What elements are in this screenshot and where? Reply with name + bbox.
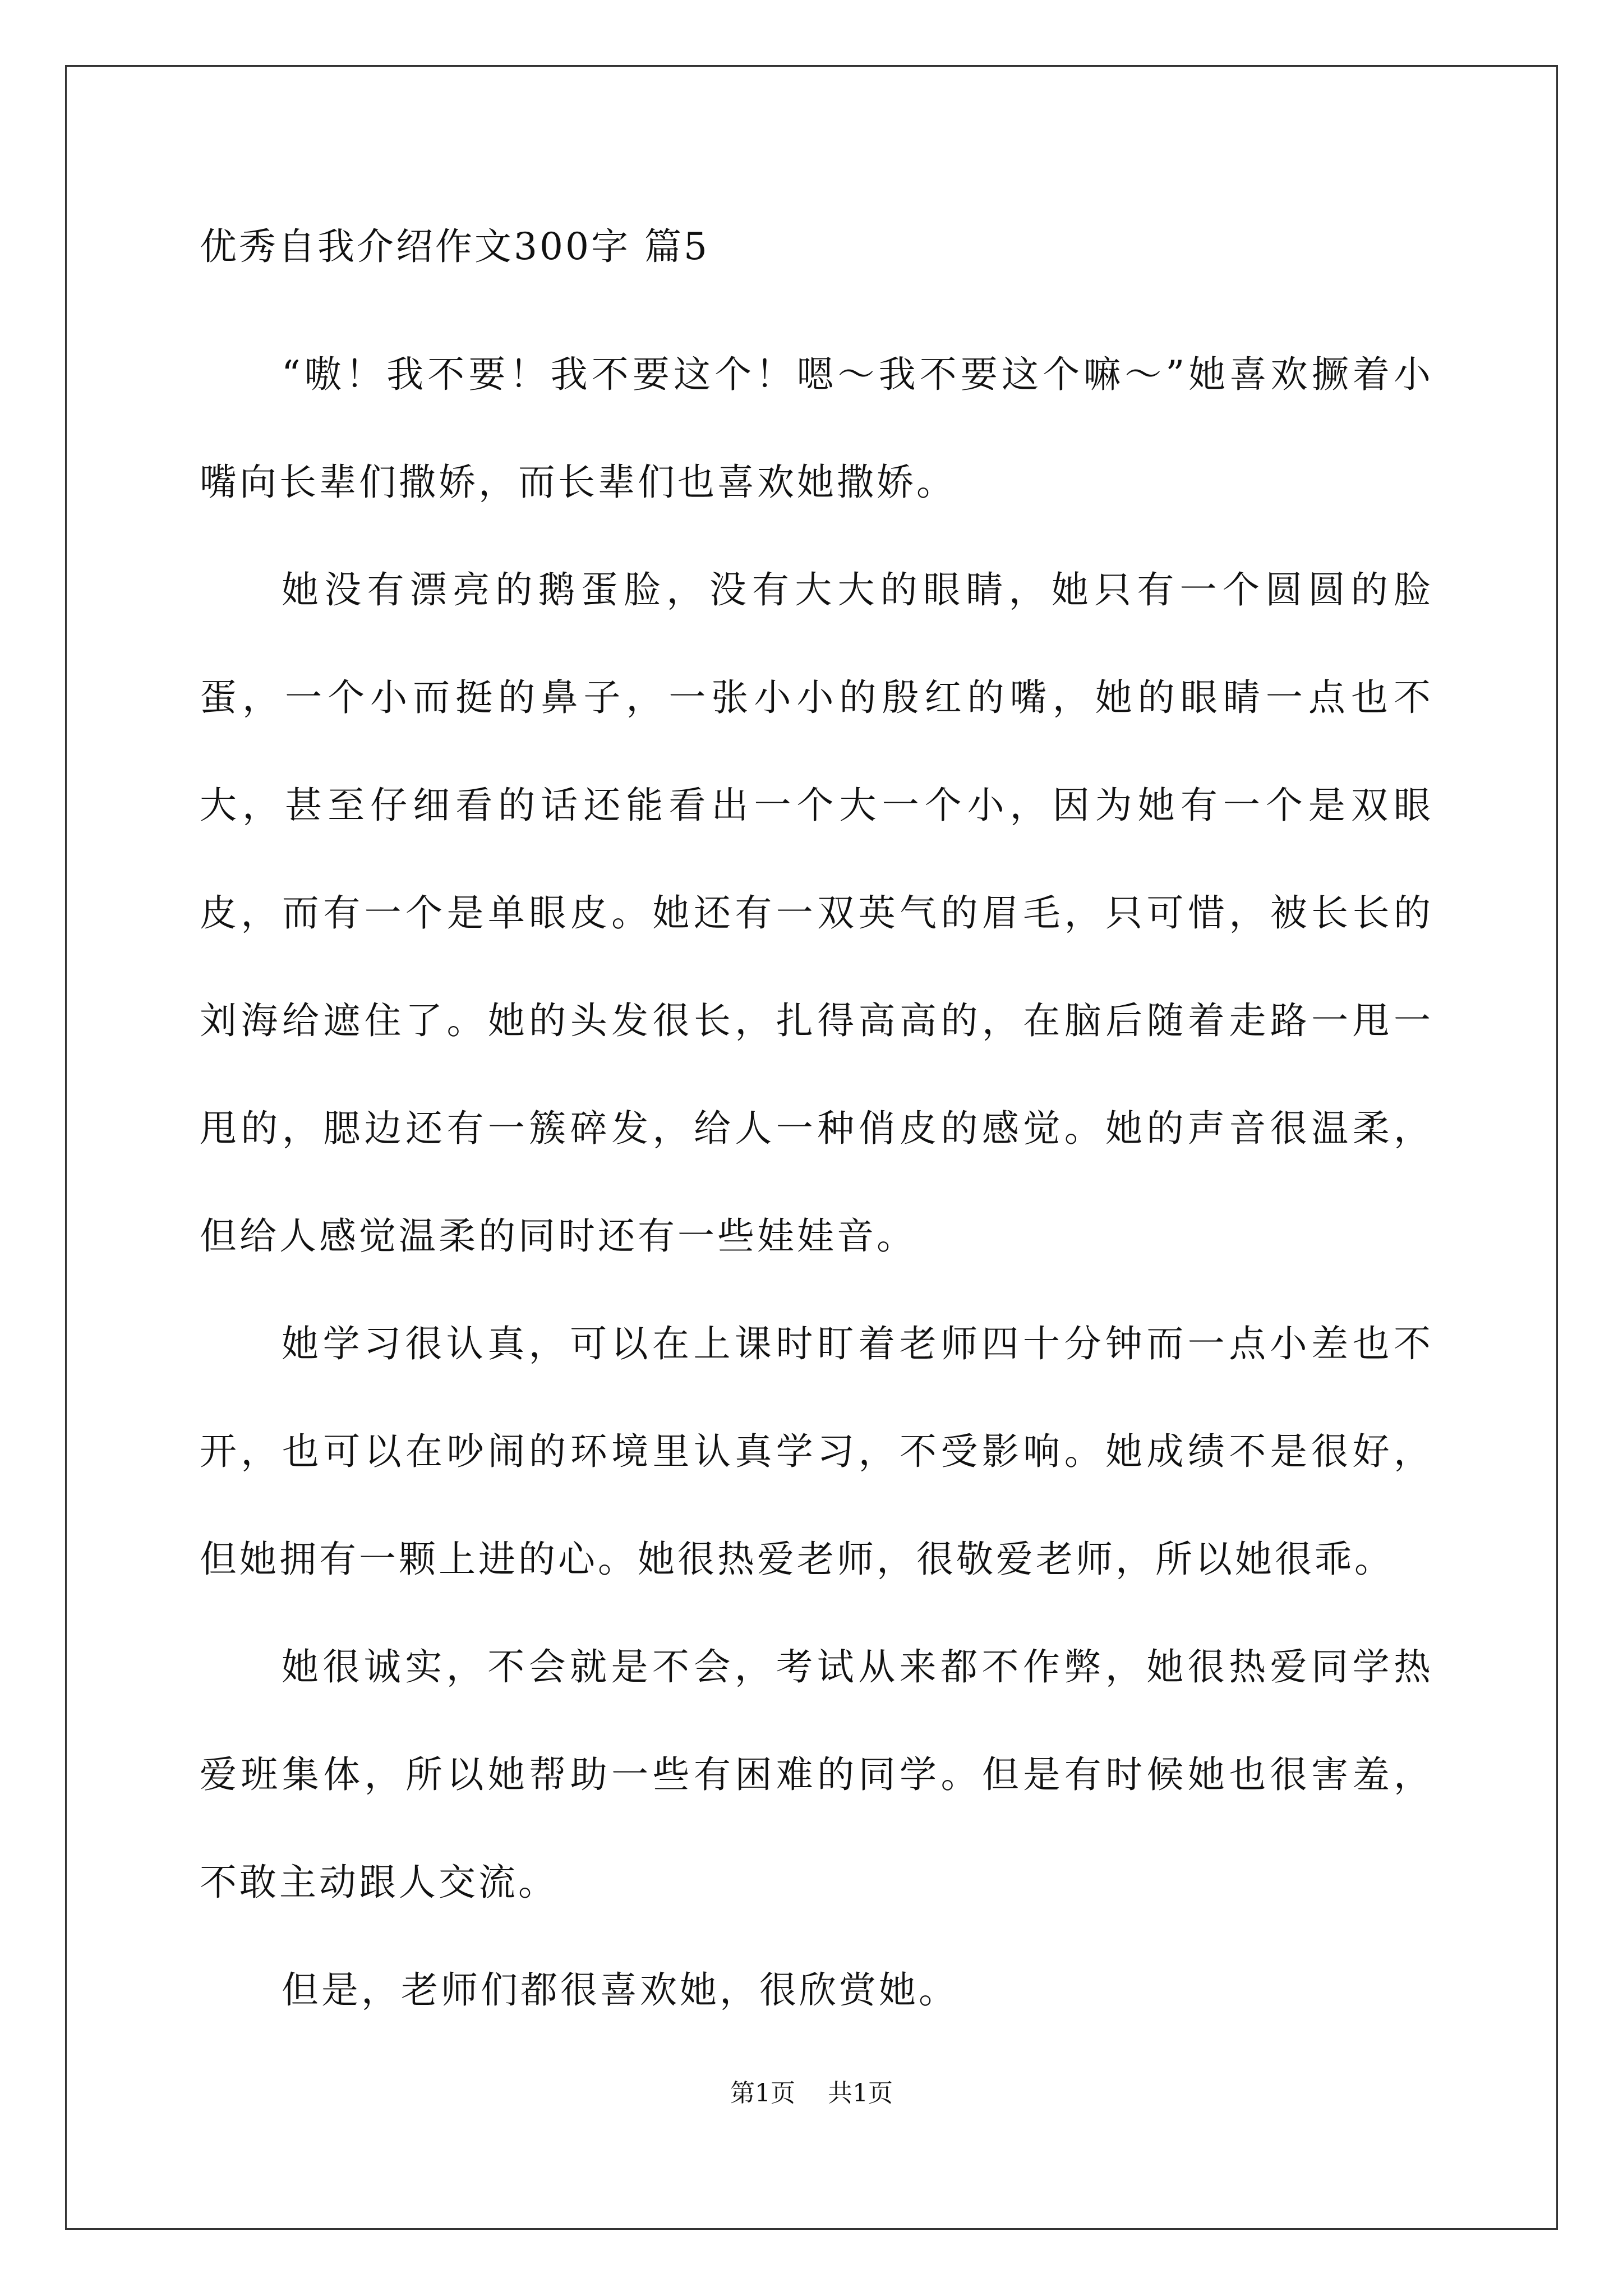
paragraph: 她没有漂亮的鹅蛋脸，没有大大的眼睛，她只有一个圆圆的脸蛋，一个小而挺的鼻子，一张小小的殷红的嘴，她的眼睛一点也不大，甚至仔细看的话还能看出一个大一个小，因为她有一个是双眼皮，而有一个是单眼皮。她还有一双英气的眉毛，只可惜，被长长的刘海给遮住了。她的头发很长，扎得高高的，在脑后随着走路一甩一甩的，腮边还有一簇碎发，给人一种俏皮的感觉。她的声音很温柔，但给人感觉温柔的同时还有一些娃娃音。	[200, 568, 1433, 1258]
paragraph: “嗷！我不要！我不要这个！嗯～我不要这个嘛～”她喜欢撅着小嘴向长辈们撒娇，而长辈们也喜欢她撒娇。	[200, 353, 1433, 504]
page-number: 第1页	[730, 2079, 795, 2108]
paragraph: 她学习很认真，可以在上课时盯着老师四十分钟而一点小差也不开，也可以在吵闹的环境里认真学习，不受影响。她成绩不是很好，但她拥有一颗上进的心。她很热爱老师，很敬爱老师，所以她很乖。	[200, 1322, 1433, 1581]
page-footer	[0, 2077, 1623, 2110]
document-body	[200, 213, 1433, 2044]
page-total: 共1页	[828, 2079, 893, 2108]
paragraph: 她很诚实，不会就是不会，考试从来都不作弊，她很热爱同学热爱班集体，所以她帮助一些有困难的同学。但是有时候她也很害羞，不敢主动跟人交流。	[200, 1645, 1433, 1904]
document-title: 优秀自我介绍作文300字 篇5	[200, 225, 709, 268]
paragraph: 但是，老师们都很喜欢她，很欣赏她。	[282, 1968, 958, 2012]
